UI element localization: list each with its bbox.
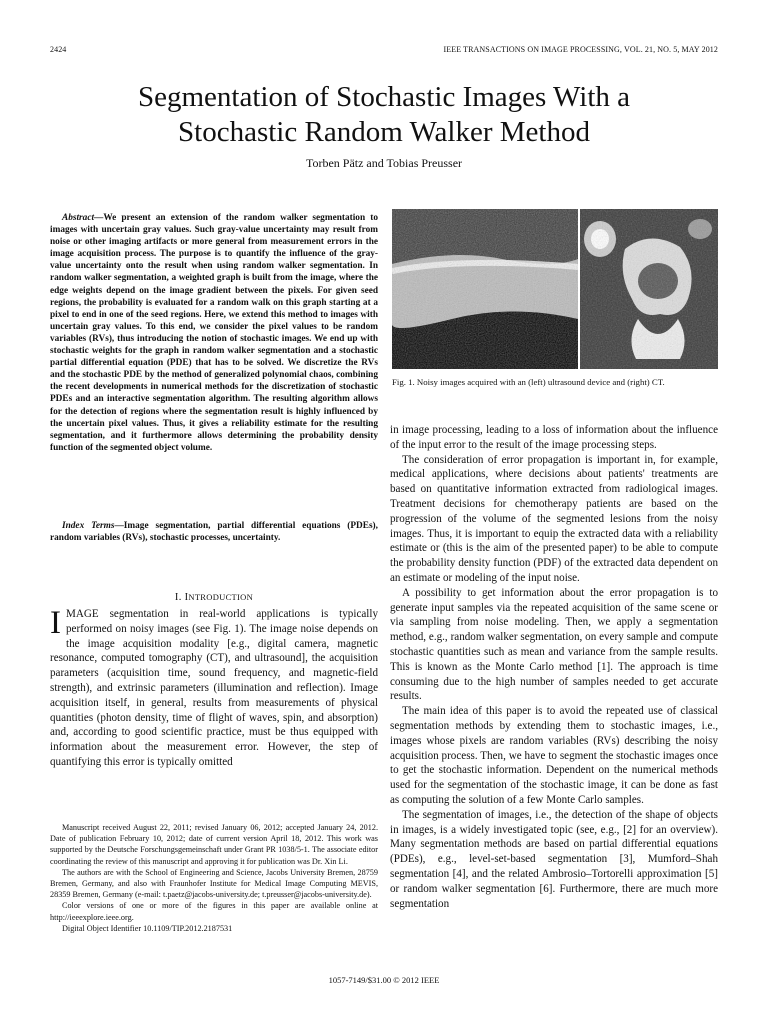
footnote: Digital Object Identifier 10.1109/TIP.2012.2187531 bbox=[62, 923, 233, 933]
figure-caption: Fig. 1. Noisy images acquired with an (left) ultrasound device and (right) CT. bbox=[392, 377, 665, 387]
section-heading bbox=[50, 592, 378, 603]
paragraph: The segmentation of images, i.e., the detection of the shape of objects in images, is a widely investigated topic (see, e.g., [2] for an overview). Many segmentation methods are based on partial differential equations (PDEs), e.g., level-set-based segmentation [3], Mumford–Shah segmentation [4], and the related Ambrosio–Tortorelli approximation [5] or random walker segmentation [6]. Furthermore, there are much more segmentation bbox=[390, 808, 718, 910]
intro-paragraph bbox=[50, 607, 378, 770]
paragraph: The consideration of error propagation is important in, for example, medical applications, where decisions about patients' treatments are based on quantitative information extracted from radiological images. Treatment decisions for chemotherapy patients are based on the progression of the volume of the segmented lesions from the noisy images. Thus, it is important to equip the extracted data with a reliability estimate or (this is the aim of the presented paper) to be able to compute the probability density function (PDF) of the extracted data dependent on an estimate or modeling of the input noise. bbox=[390, 453, 718, 584]
section-initial: I bbox=[184, 592, 189, 603]
copyright-footer: 1057-7149/$31.00 © 2012 IEEE bbox=[328, 975, 440, 985]
intro-text: MAGE segmentation in real-world applications is typically performed on noisy images (see Fig. 1). The image noise depends on the image acquisition modality [e.g., digital camera, magnetic resonance, computed tomography (CT), and ultrasound], the acquisition parameters (acquisition time, sound frequency, and magnetic-field strength), and extrinsic parameters (illumination and reflection). Image acquisition itself, in general, results from measurements of physical quantities (photon density, time of flight of waves, spin, and absorption) and, according to good scientific practice, must be thus equipped with information about the measurement error. However, the step of quantifying this error is typically omitted bbox=[50, 608, 378, 768]
authors: Torben Pätz and Tobias Preusser bbox=[305, 156, 463, 170]
title-line-2: Stochastic Random Walker Method bbox=[178, 116, 590, 148]
paragraph: The main idea of this paper is to avoid the repeated use of classical segmentation methods by extending them to stochastic images, i.e., images whose pixels are random variables (RVs) describing the noisy acquisition process. Then, we have to segment the stochastic images once to get the stochastic information. Dependent on the numerical methods used for the segmentation of the stochastic image, it can be done as fast as computing the solution of a few Monte Carlo samples. bbox=[390, 705, 718, 806]
ultrasound-image bbox=[392, 209, 578, 369]
paragraph: in image processing, leading to a loss of information about the influence of the input error to the result of the image processing steps. bbox=[390, 424, 718, 451]
footnotes bbox=[50, 822, 378, 934]
footnote: The authors are with the School of Engineering and Science, Jacobs University Bremen, 28759 Bremen, Germany, and also with Fraunhofer Institute for Medical Image Computing MEVIS, 28359 Bremen, Germany (e-mail: t.paetz@jacobs-university.de; t.preusser@jacobs-university.de). bbox=[50, 867, 378, 900]
running-header: IEEE TRANSACTIONS ON IMAGE PROCESSING, VOL. 21, NO. 5, MAY 2012 bbox=[443, 45, 718, 54]
title-line-1: Segmentation of Stochastic Images With a bbox=[138, 81, 630, 113]
footnote: Color versions of one or more of the figures in this paper are available online at http://ieeexplore.ieee.org. bbox=[50, 901, 378, 922]
footnote: Manuscript received August 22, 2011; revised January 06, 2012; accepted January 24, 2012. Date of publication February 10, 2012; date of current version April 18, 2012. This work was supported by the Deutsche Forschungsgemeinschaft under Grant PR 1038/5-1. The associate editor coordinating the review of this manuscript and approving it for publication was Dr. Xin Li. bbox=[50, 823, 378, 866]
section-rest: NTRODUCTION bbox=[188, 592, 254, 602]
abstract-text: —We present an extension of the random walker segmentation to images with uncertain gray values. Such gray-value uncertainty may result from noise or other imaging artifacts or more general from measurement errors in the image acquisition process. The purpose is to quantify the influence of the gray-value uncertainty onto the result when using random walker segmentation. In random walker segmentation, a weighted graph is built from the image, where the edge weights depend on the image gradient between the pixels. For given seed regions, the probability is evaluated for a random walk on this graph starting at a pixel to end in one of the seed regions. Here, we extend this method to images with uncertain gray values. To this end, we consider the pixel values to be random variables (RVs), thus introducing the notion of stochastic images. We end up with stochastic weights for the graph in random walker segmentation and a stochastic partial differential equation (PDE) that has to be solved. We discretize the RVs and the stochastic PDE by the method of generalized polynomial chaos, combining the recent developments in numerical methods for the discretization of stochastic PDEs and an interactive segmentation algorithm. The resulting algorithm allows for the detection of regions where the segmentation result is highly influenced by the uncertain pixel values. Thus, it gives a reliability estimate for the resulting segmentation, and it furthermore allows determining the probability density function of the segmented object volume. bbox=[50, 213, 378, 453]
abstract bbox=[50, 212, 378, 454]
ct-image bbox=[580, 209, 718, 369]
paper-title bbox=[60, 80, 708, 150]
drop-cap: I bbox=[50, 605, 61, 641]
section-numeral: I. bbox=[174, 592, 185, 603]
right-column-text bbox=[390, 423, 718, 911]
paragraph: A possibility to get information about the error propagation is to generate input samples via the repeated acquisition of the same scene or via sampling from noise modeling. Then, we apply a segmentation method, e.g., random walker segmentation, on every sample and compute stochastic quantities such as mean and variance from the sample results. This is known as the Monte Carlo method [1]. The approach is time consuming due to the high number of samples needed to get accurate results. bbox=[390, 586, 718, 703]
index-terms-label: Index Terms bbox=[62, 521, 115, 531]
index-terms-text: —Image segmentation, partial differential equations (PDEs), random variables (RVs), stochastic processes, uncertainty. bbox=[50, 521, 378, 544]
page-number: 2424 bbox=[50, 45, 67, 54]
index-terms bbox=[50, 520, 378, 544]
abstract-label: Abstract bbox=[62, 213, 95, 223]
